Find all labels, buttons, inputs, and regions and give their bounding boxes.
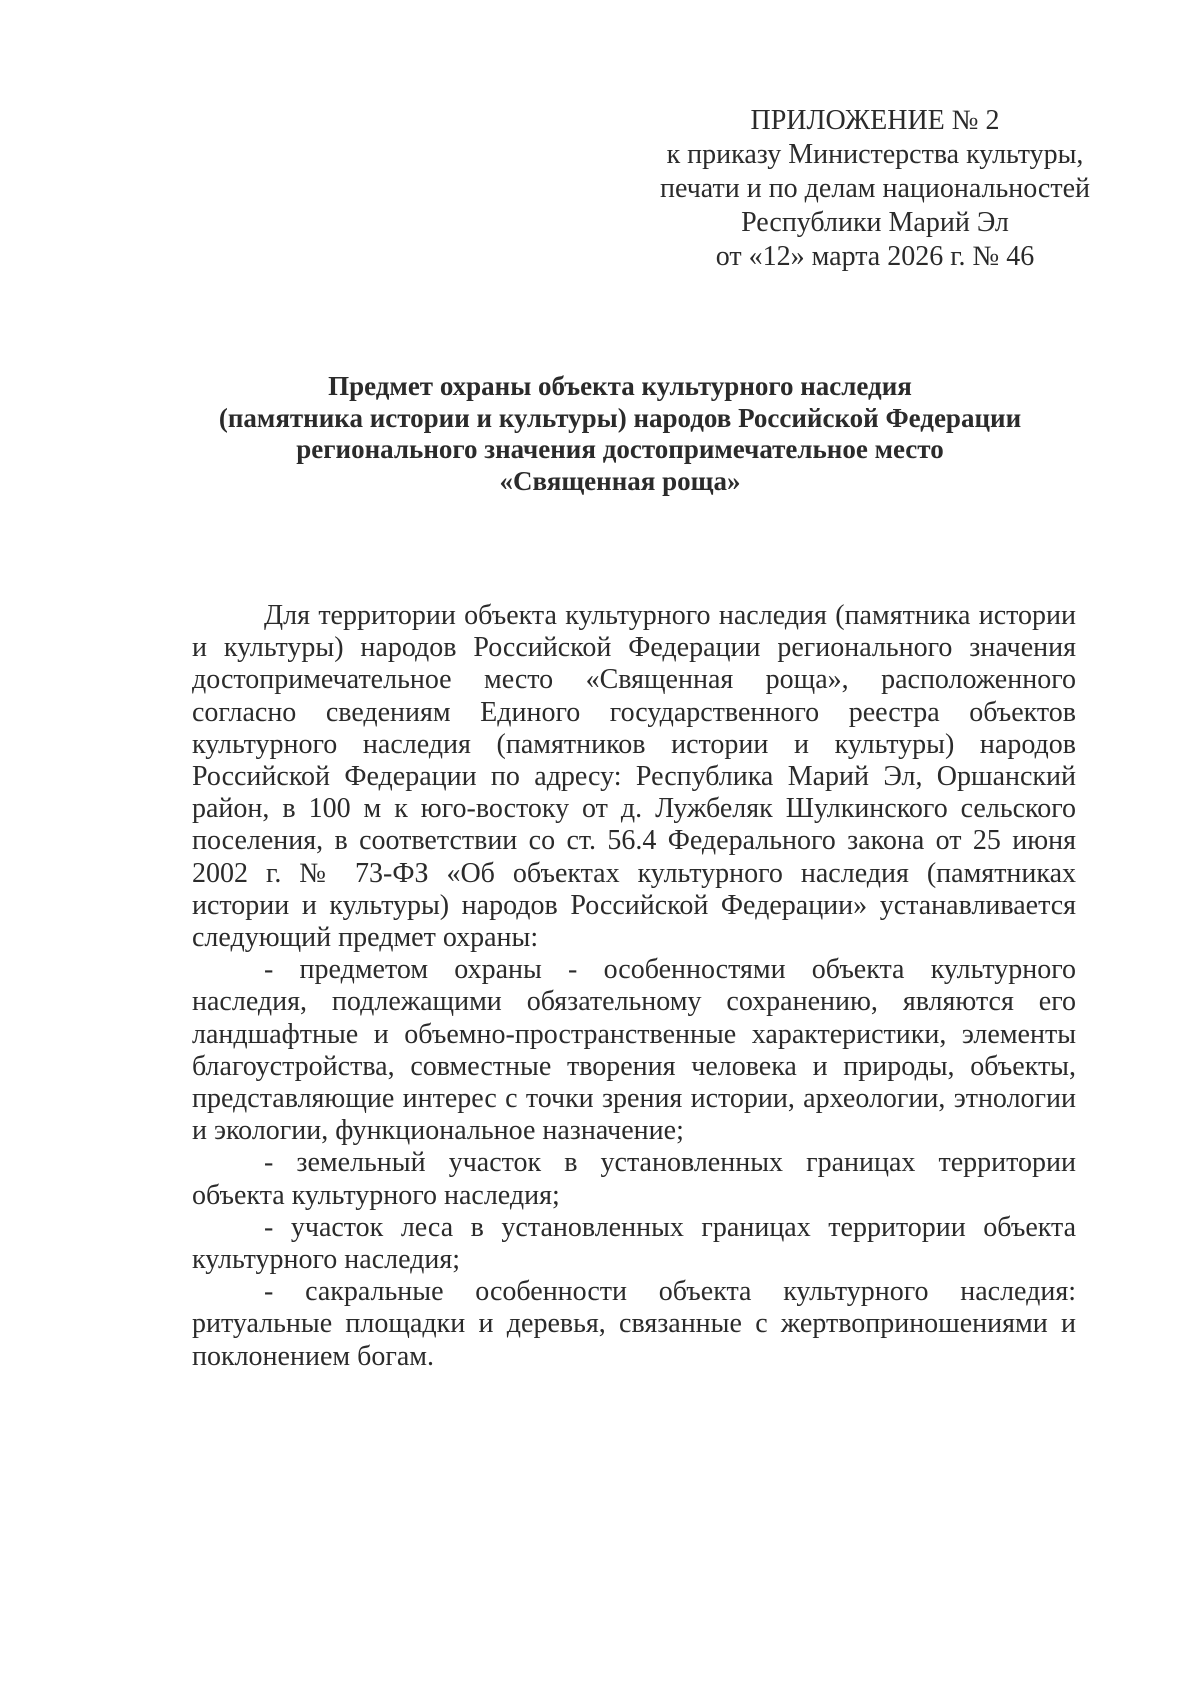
appendix-header [640, 104, 1110, 274]
title-line-1: Предмет охраны объекта культурного наследия [328, 371, 912, 401]
appendix-date: от «12» марта 2026 г. № 46 [715, 241, 1035, 272]
appendix-order-ref: к приказу Министерства культуры, [666, 139, 1084, 170]
list-item: - участок леса в установленных границах территории объекта культурного наследия; [192, 1211, 1076, 1276]
title-line-2: (памятника истории и культуры) народов Российской Федерации [218, 402, 1022, 433]
appendix-republic: Республики Марий Эл [741, 207, 1009, 238]
title-line-3: регионального значения достопримечательное место [296, 434, 944, 464]
list-item: - сакральные особенности объекта культурного наследия: ритуальные площадки и деревья, связанные с жертвоприношениями и поклонением богам. [192, 1276, 1076, 1372]
title-line-4: «Священная роща» [499, 465, 741, 496]
document-title [170, 371, 1070, 497]
appendix-ministry: печати и по делам национальностей [659, 173, 1091, 204]
list-item: - земельный участок в установленных границах территории объекта культурного наследия; [192, 1147, 1076, 1211]
appendix-number: ПРИЛОЖЕНИЕ № 2 [750, 105, 1000, 136]
list-item: - предметом охраны - особенностями объекта культурного наследия, подлежащими обязательному сохранению, являются его ландшафтные и объемно-пространственные характеристики, элементы благоустройства, совместные творения человека и природы, объекты, представляющие интерес с точки зрения истории, археологии, этнологии и экологии, функциональное назначение; [192, 954, 1076, 1147]
intro-paragraph: Для территории объекта культурного наследия (памятника истории и культуры) народов Российской Федерации регионального значения достопримечательное место «Священная роща», расположенного согласно сведениям Единого государственного реестра объектов культурного наследия (памятников истории и культуры) народов Российской Федерации по адресу: Республика Марий Эл, Оршанский район, в 100 м к юго-востоку от д. Лужбеляк Шулкинского сельского поселения, в соответствии со ст. 56.4 Федерального закона от 25 июня 2002 г. № 73-ФЗ «Об объектах культурного наследия (памятниках истории и культуры) народов Российской Федерации» устанавливается следующий предмет охраны: [192, 600, 1076, 954]
document-body [192, 600, 1076, 1373]
